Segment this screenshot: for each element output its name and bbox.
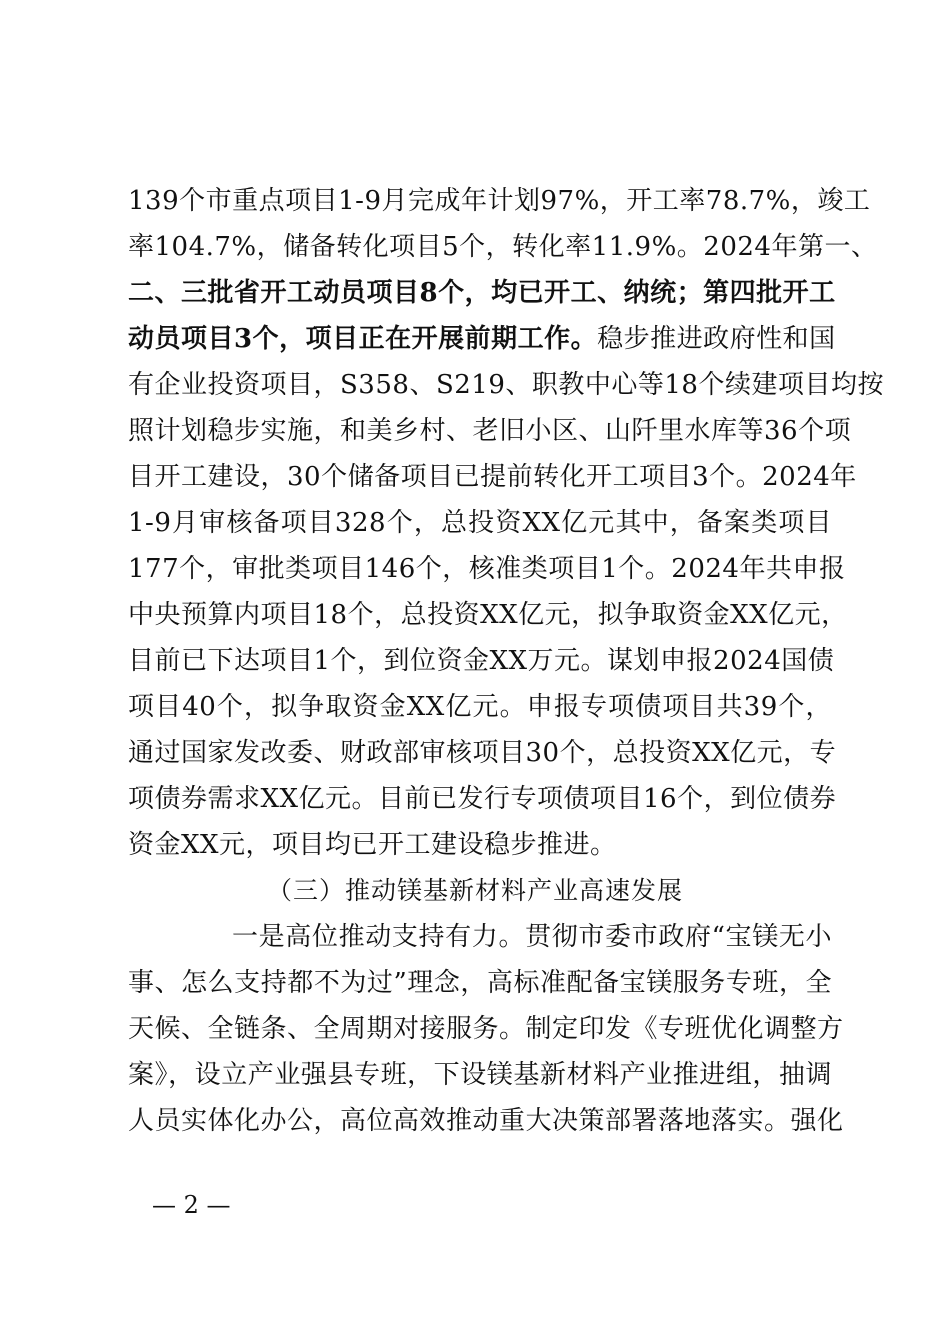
paragraph-line: 照计划稳步实施，和美乡村、老旧小区、山阡里水库等36个项 <box>128 416 852 446</box>
paragraph-line: 一是高位推动支持有力。贯彻市委市政府“宝镁无小 <box>232 922 832 952</box>
regular-phrase: 稳步推进政府性和国 <box>597 324 836 354</box>
paragraph-line: 项目40个，拟争取资金XX亿元。申报专项债项目共39个， <box>128 692 832 722</box>
paragraph-line: 案》，设立产业强县专班，下设镁基新材料产业推进组，抽调 <box>128 1060 832 1090</box>
paragraph-line: 有企业投资项目，S358、S219、职教中心等18个续建项目均按 <box>128 370 884 400</box>
paragraph-line-mixed <box>128 324 836 356</box>
paragraph-line: 目开工建设，30个储备项目已提前转化开工项目3个。2024年 <box>128 462 857 492</box>
page-number: — 2 — <box>152 1191 231 1219</box>
paragraph-line: 项债券需求XX亿元。目前已发行专项债项目16个，到位债券 <box>128 784 837 814</box>
paragraph-line: 通过国家发改委、财政部审核项目30个，总投资XX亿元，专 <box>128 738 837 768</box>
paragraph-line: 1-9月审核备项目328个，总投资XX亿元其中，备案类项目 <box>128 508 832 538</box>
paragraph-line: 率104.7%，储备转化项目5个，转化率11.9%。2024年第一、 <box>128 232 878 262</box>
paragraph-line: 中央预算内项目18个，总投资XX亿元，拟争取资金XX亿元， <box>128 600 848 630</box>
paragraph-line: 天候、全链条、全周期对接服务。制定印发《专班优化调整方 <box>128 1014 844 1044</box>
bold-phrase: 动员项目3个，项目正在开展前期工作。 <box>128 324 598 354</box>
paragraph-line-bold: 二、三批省开工动员项目8个，均已开工、纳统；第四批开工 <box>128 278 836 308</box>
paragraph-line: 事、怎么支持都不为过”理念，高标准配备宝镁服务专班，全 <box>128 968 832 998</box>
paragraph-line: 资金XX元，项目均已开工建设稳步推进。 <box>128 830 617 860</box>
paragraph-line: 目前已下达项目1个，到位资金XX万元。谋划申报2024国债 <box>128 646 835 676</box>
paragraph-line: 177个，审批类项目146个，核准类项目1个。2024年共申报 <box>128 554 846 584</box>
paragraph-line: 139个市重点项目1-9月完成年计划97%，开工率78.7%，竣工 <box>128 186 871 216</box>
paragraph-line: 人员实体化办公，高位高效推动重大决策部署落地落实。强化 <box>128 1106 844 1136</box>
section-heading: （三）推动镁基新材料产业高速发展 <box>266 876 683 905</box>
